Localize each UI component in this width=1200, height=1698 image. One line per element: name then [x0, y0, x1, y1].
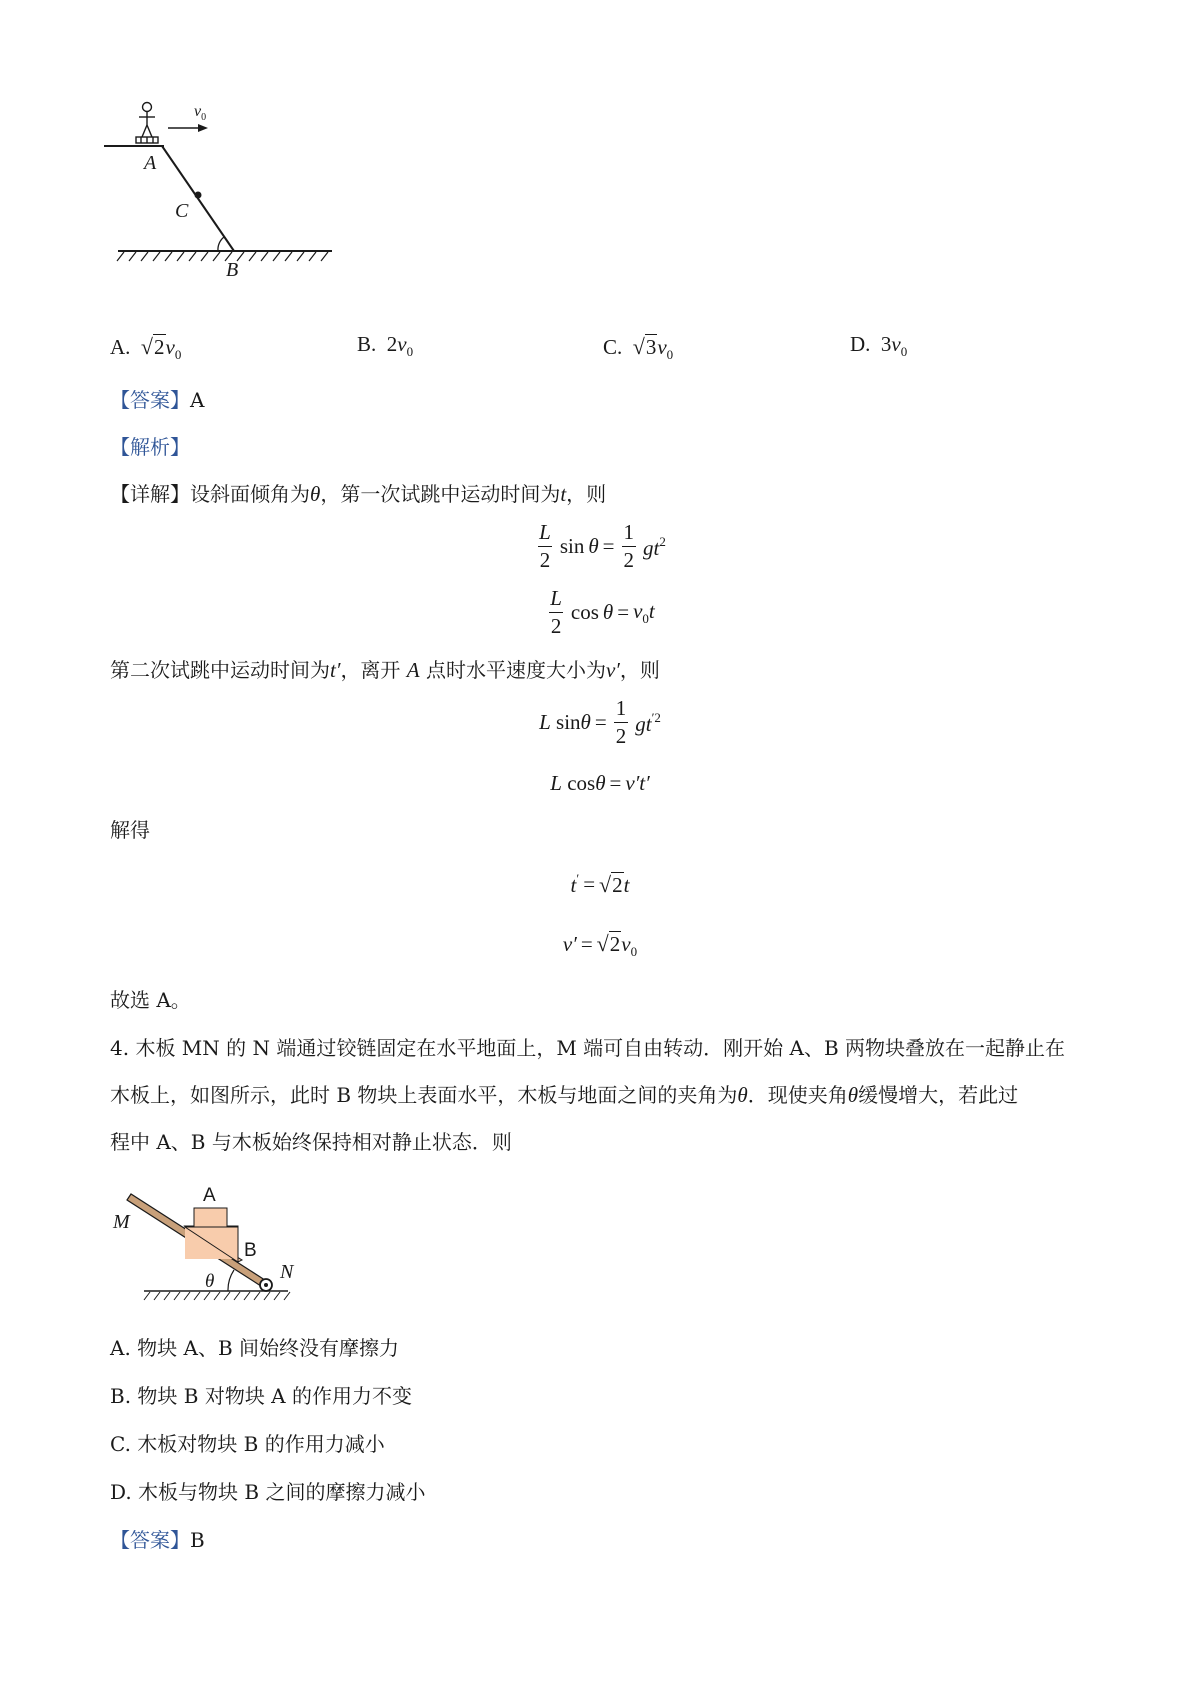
sqrt-symbol: √ 2	[596, 931, 621, 957]
block-a	[194, 1208, 227, 1227]
ground-hatch	[144, 1292, 290, 1300]
angle-theta-label: θ	[205, 1271, 215, 1292]
sqrt-symbol: √ 3	[632, 334, 657, 360]
option-a-q4[interactable]: A. 物块 A、B 间始终没有摩擦力	[110, 1336, 400, 1360]
equation-3: L sinθ = $\frac{1}{2}$ $gt^{'2}$	[539, 696, 661, 748]
detail-line: 【详解】设斜面倾角为θ，第一次试跳中运动时间为t，则	[110, 482, 607, 506]
equation-4: L cosθ = v′t′	[550, 771, 650, 795]
block-b-label: B	[244, 1240, 257, 1261]
option-c-q4[interactable]: C. 木板对物块 B 的作用力减小	[110, 1432, 385, 1456]
sqrt-symbol: √ 2	[140, 334, 165, 360]
option-b-q3[interactable]: B. $2v_0$	[357, 332, 414, 359]
point-c-label: C	[175, 200, 189, 222]
end-n-label: N	[280, 1261, 294, 1283]
solve-label: 解得	[110, 818, 150, 842]
block-a-label: A	[203, 1185, 216, 1206]
q4-line-3: 程中 A、B 与木板始终保持相对静止状态．则	[110, 1130, 512, 1154]
second-jump-line: 第二次试跳中运动时间为t′，离开 A 点时水平速度大小为v′，则	[110, 658, 660, 682]
ski-jump-figure	[100, 95, 370, 305]
q4-line-2: 木板上，如图所示，此时 B 物块上表面水平，木板与地面之间的夹角为θ．现使夹角θ缓慢增大，若此过	[110, 1083, 1019, 1107]
option-d-q4[interactable]: D. 木板与物块 B 之间的摩擦力减小	[110, 1480, 426, 1504]
equation-5: t′ = √ 2 t	[570, 871, 630, 898]
v0-label: $v_0$	[194, 103, 207, 123]
answer-q3: 【答案】A	[110, 388, 205, 412]
end-m-label: M	[113, 1211, 130, 1233]
equation-6: v′ = √ 2 $v_0$	[562, 931, 638, 960]
option-d-q3[interactable]: D. $3v_0$	[850, 332, 908, 359]
skier-icon	[136, 103, 158, 144]
sqrt-symbol: √ 2	[599, 872, 623, 898]
equation-2: $\frac{L}{2}$ cos θ = $v_0t$	[550, 586, 655, 638]
board-blocks-figure	[110, 1170, 330, 1315]
point-b-label: B	[226, 259, 239, 281]
point-a-label: A	[144, 152, 157, 174]
choose-line: 故选 A。	[110, 988, 191, 1012]
option-c-q3[interactable]: C. √ 3 $v_0$	[603, 334, 674, 363]
equation-1: $\frac{L}{2}$ sin θ = $\frac{1}{2}$ $gt^2$	[539, 520, 666, 572]
option-b-q4[interactable]: B. 物块 B 对物块 A 的作用力不变	[110, 1384, 412, 1408]
answer-q4: 【答案】B	[110, 1528, 205, 1552]
option-a-q3[interactable]: A. √ 2 $v_0$	[110, 334, 182, 363]
ground-hatch	[117, 252, 328, 261]
analysis-label: 【解析】	[110, 435, 190, 459]
point-c-dot	[195, 192, 202, 199]
q4-line-1: 4. 木板 MN 的 N 端通过铰链固定在水平地面上，M 端可自由转动．刚开始 A、B 两物块叠放在一起静止在	[110, 1036, 1066, 1060]
